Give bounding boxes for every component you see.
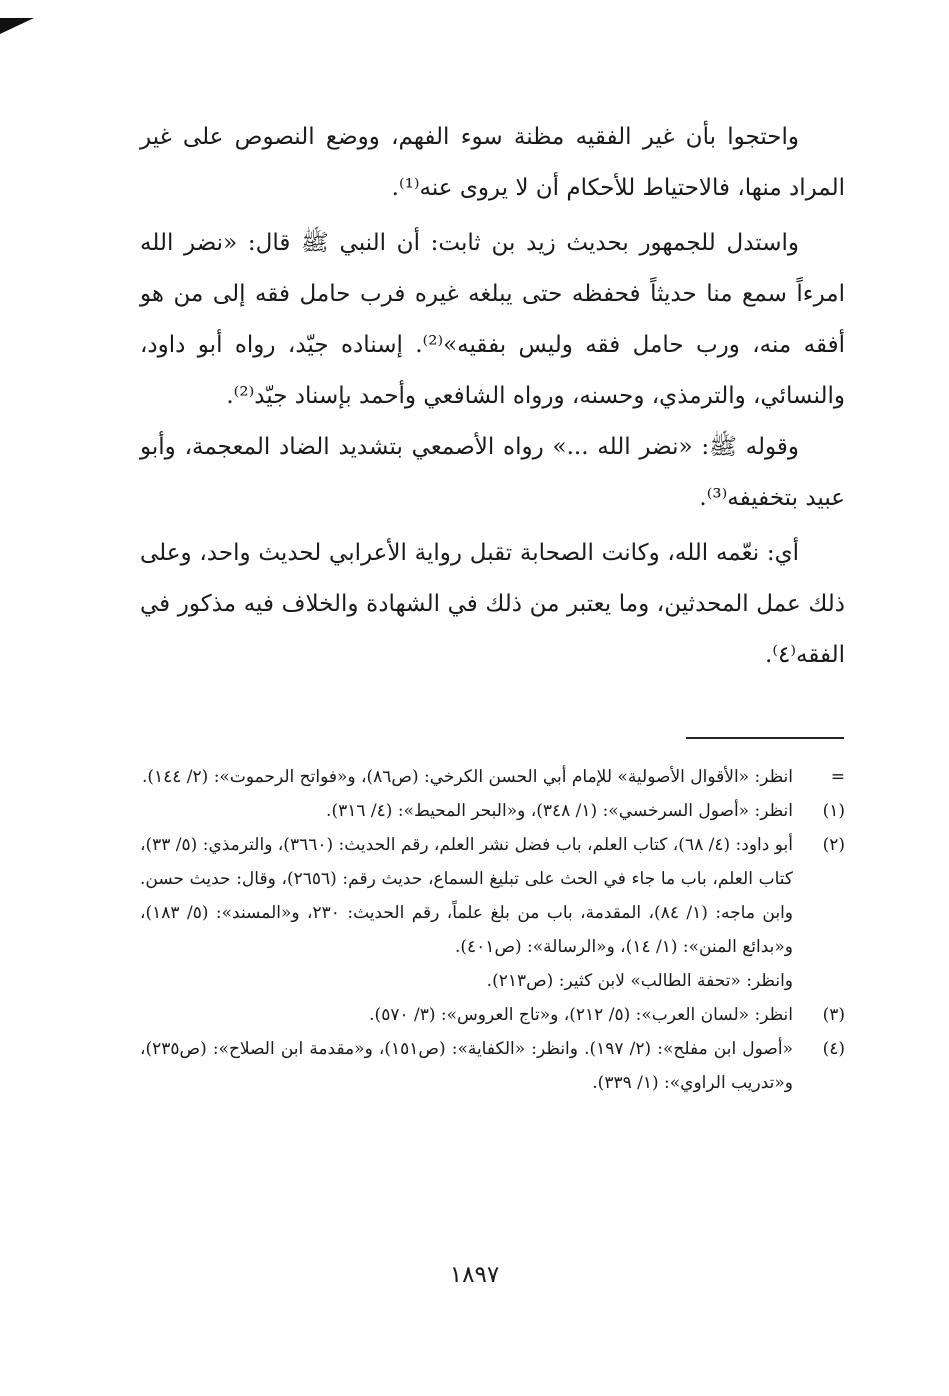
footnote-1 [140, 794, 845, 828]
footnotes [140, 760, 845, 1100]
corner-triangle-mark [0, 18, 34, 34]
footnote-text: انظر: «الأقوال الأصولية» للإمام أبي الحسن الكرخي: (ص٨٦)، و«فواتح الرحموت»: (٢/ ١٤٤). [141, 767, 793, 787]
footnote-mark: (٤) [822, 1039, 845, 1059]
footnote-extra-text: وانظر: «تحفة الطالب» لابن كثير: (ص٢١٣). [486, 971, 793, 991]
footnote-2 [140, 828, 845, 998]
footnote-text: أبو داود: (٤/ ٦٨)، كتاب العلم، باب فضل نشر العلم، رقم الحديث: (٣٦٦٠)، والترمذي: (٥/ ٣٣)، كتاب العلم، باب ما جاء في الحث على تبليغ السماع، حديث رقم: (٢٦٥٦)، وقال: حديث حسن. وابن ماجه: (١/ ٨٤)، المقدمة، باب من بلغ علماً، رقم الحديث: ٢٣٠، و«المسند»: (٥/ ١٨٣)، و«بدائع المنن»: (١/ ١٤)، و«الرسالة»: (ص٤٠١). [140, 835, 793, 957]
paragraph-4: أي: نعّمه الله، وكانت الصحابة تقبل رواية الأعرابي لحديث واحد، وعلى ذلك عمل المحدثين، وما يعتبر من ذلك في الشهادة والخلاف فيه مذكور في الفقه⁽٤⁾. [140, 540, 845, 668]
paragraph-1: واحتجوا بأن غير الفقيه مظنة سوء الفهم، ووضع النصوص على غير المراد منها، فالاحتياط للأحكام أن لا يروى عنه⁽¹⁾. [140, 124, 845, 201]
footnote-mark: (١) [822, 801, 845, 821]
footnote-mark: = [830, 767, 845, 787]
footnote-3 [140, 998, 845, 1032]
paragraph-2: واستدل للجمهور بحديث زيد بن ثابت: أن النبي ﷺ قال: «نضر الله امرءاً سمع منا حديثاً فحفظه حتى يبلغه غيره فرب حامل فقه إلى من هو أفقه منه، ورب حامل فقه وليس بفقيه»⁽²⁾. إسناده جيّد، رواه أبو داود، والنسائي، والترمذي، وحسنه، ورواه الشافعي وأحمد بإسناد جيّد⁽²⁾. [140, 230, 845, 409]
footnote-text: انظر: «أصول السرخسي»: (١/ ٣٤٨)، و«البحر المحيط»: (٤/ ٣١٦). [326, 801, 793, 821]
footnote-4 [140, 1032, 845, 1100]
footnote-text: «أصول ابن مفلح»: (٢/ ١٩٧). وانظر: «الكفاية»: (ص١٥١)، و«مقدمة ابن الصلاح»: (ص٢٣٥)، و«تدريب الراوي»: (١/ ٣٣٩). [140, 1039, 793, 1093]
main-text [140, 112, 845, 681]
footnote-text: انظر: «لسان العرب»: (٥/ ٢١٢)، و«تاج العروس»: (٣/ ٥٧٠). [369, 1005, 793, 1025]
footnote-continued [140, 760, 845, 794]
page-number: ١٨٩٧ [449, 1262, 500, 1288]
footnote-mark: (٢) [822, 835, 845, 855]
footnote-mark: (٣) [822, 1005, 845, 1025]
footnote-separator [686, 737, 844, 739]
paragraph-3: وقوله ﷺ: «نضر الله ...» رواه الأصمعي بتشديد الضاد المعجمة، وأبو عبيد بتخفيفه⁽³⁾. [140, 434, 845, 511]
